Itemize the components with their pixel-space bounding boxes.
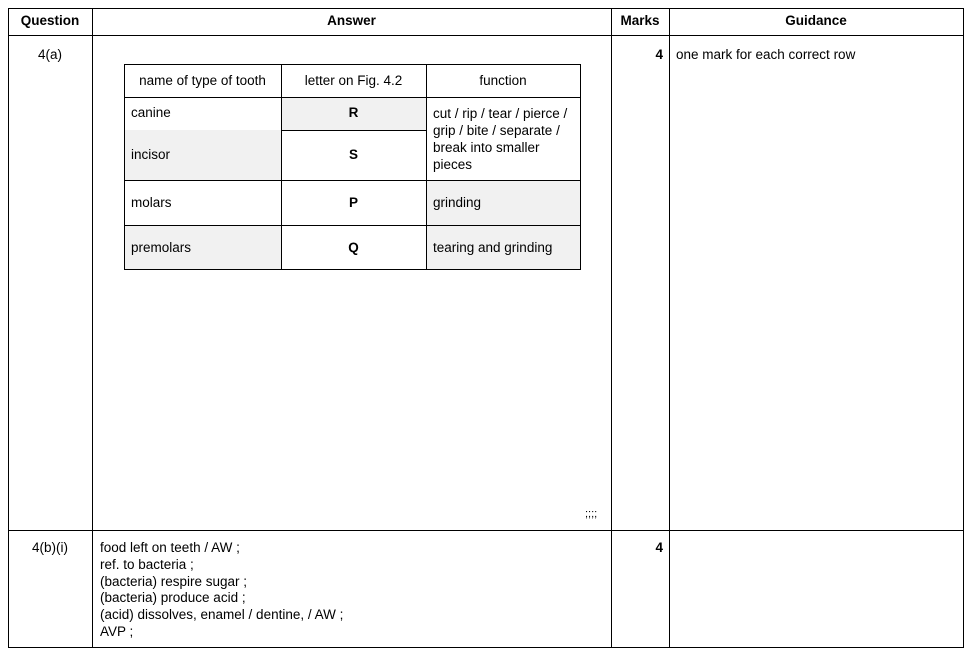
tooth-name: canine [131,105,171,120]
tooth-name: incisor [131,147,171,162]
marks-value: 4 [655,540,663,555]
tooth-function: tearing and grinding [433,240,553,255]
col-header-name: name of type of tooth [139,73,266,88]
tooth-letter: Q [348,240,359,255]
answer-line: (bacteria) respire sugar ; [100,573,248,589]
tick-marks: ;;;; [585,508,598,520]
tooth-letter: P [348,195,358,210]
header-answer: Answer [327,13,376,28]
marks-value: 4 [655,47,663,62]
col-header-letter: letter on Fig. 4.2 [304,73,403,88]
header-marks: Marks [620,13,660,28]
answer-line: food left on teeth / AW ; [100,540,240,555]
answer-line: (bacteria) produce acid ; [100,590,246,606]
answer-line: AVP ; [100,623,134,639]
tooth-name: premolars [131,240,192,255]
tooth-letter: R [348,105,359,120]
col-header-function: function [479,73,527,88]
answer-lines [100,540,343,641]
answer-line: ref. to bacteria ; [100,556,194,572]
tooth-name: molars [131,195,172,210]
header-guidance: Guidance [785,13,847,28]
tooth-letter: S [348,147,358,162]
question-number: 4(b)(i) [32,540,68,555]
question-number: 4(a) [37,47,62,62]
tooth-function: grinding [433,195,482,210]
guidance-text: one mark for each correct row [676,47,856,62]
header-question: Question [20,13,80,28]
answer-line: (acid) dissolves, enamel / dentine, / AW ; [100,607,344,623]
tooth-function: cut / rip / tear / pierce / grip / bite / separate / break into smaller pieces [433,106,568,172]
